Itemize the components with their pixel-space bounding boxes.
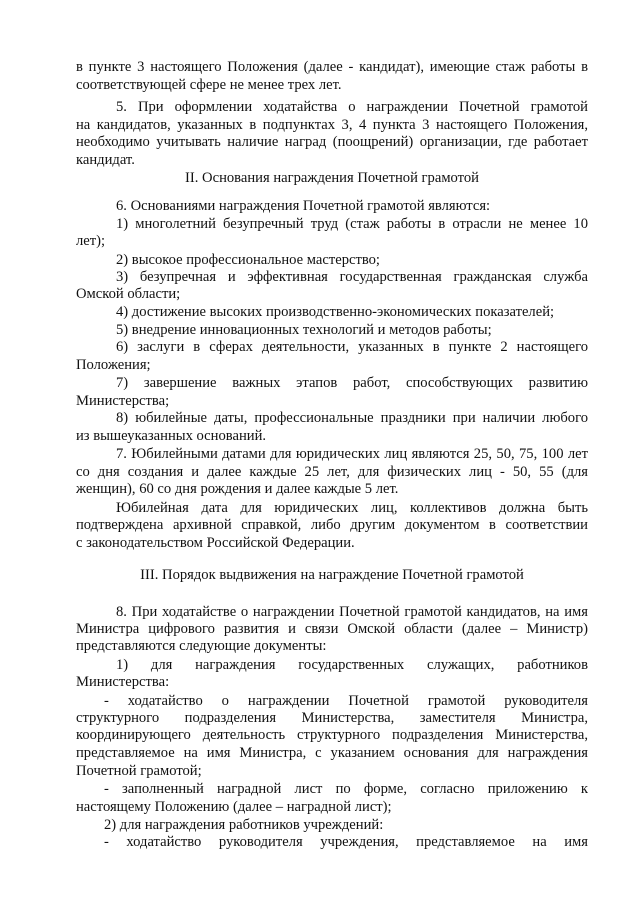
text-line: 8. При ходатайстве о награждении Почетной грамотой кандидатов, на имя <box>116 604 588 620</box>
text-line: Министерства: <box>76 674 170 690</box>
text-line: 1) для награждения государственных служащих, работников <box>116 657 588 673</box>
text-line: 3) безупречная и эффективная государственная гражданская служба <box>116 269 588 285</box>
text-line: 6. Основаниями награждения Почетной грамотой являются: <box>116 198 491 214</box>
text-line: кандидат. <box>76 152 135 168</box>
text-line: - ходатайство руководителя учреждения, представляемое на имя <box>104 834 588 850</box>
text-line: 2) высокое профессиональное мастерство; <box>116 252 380 268</box>
text-line: 6) заслуги в сферах деятельности, указанных в пункте 2 настоящего <box>116 339 588 355</box>
text-line: в пункте 3 настоящего Положения (далее - кандидат), имеющие стаж работы в <box>76 59 588 75</box>
text-line: представляемое на имя Министра, с указанием основания для награждения <box>76 745 588 761</box>
text-line: настоящему Положению (далее – наградной лист); <box>76 799 392 815</box>
text-line: 8) юбилейные даты, профессиональные праздники при наличии любого <box>116 410 588 426</box>
text-line: 5. При оформлении ходатайства о награждении Почетной грамотой <box>116 99 588 115</box>
text-line: подтверждена архивной справкой, либо другим документом в соответствии <box>76 517 588 533</box>
text-line: 7) завершение важных этапов работ, способствующих развитию <box>116 375 588 391</box>
text-line: необходимо учитывать наличие наград (поощрений) организации, где работает <box>76 134 588 150</box>
text-line: Министра цифрового развития и связи Омской области (далее – Министр) <box>76 621 588 637</box>
text-line: 5) внедрение инновационных технологий и методов работы; <box>116 322 492 338</box>
text-line: координирующего деятельность структурного подразделения Министерства, <box>76 727 588 743</box>
text-line: соответствующей сфере не менее трех лет. <box>76 77 342 93</box>
text-line: - ходатайство о награждении Почетной грамотой руководителя <box>104 693 588 709</box>
text-line: на кандидатов, указанных в подпунктах 3, 4 пункта 3 настоящего Положения, <box>76 117 588 133</box>
text-line: 2) для награждения работников учреждений: <box>104 817 384 833</box>
text-line: структурного подразделения Министерства, заместителя Министра, <box>76 710 588 726</box>
text-line: Омской области; <box>76 286 181 302</box>
text-line: Юбилейная дата для юридических лиц, коллективов должна быть <box>116 500 588 516</box>
text-line: представляются следующие документы: <box>76 638 327 654</box>
text-line: - заполненный наградной лист по форме, согласно приложению к <box>104 781 588 797</box>
section-heading: II. Основания награждения Почетной грамотой <box>185 170 479 186</box>
text-line: с законодательством Российской Федерации. <box>76 535 355 551</box>
text-line: лет); <box>76 233 106 249</box>
text-line: со дня создания и далее каждые 25 лет, для физических лиц - 50, 55 (для <box>76 464 588 480</box>
text-line: 1) многолетний безупречный труд (стаж работы в отрасли не менее 10 <box>116 216 588 232</box>
text-line: женщин), 60 со дня рождения и далее каждые 5 лет. <box>76 481 399 497</box>
text-line: 7. Юбилейными датами для юридических лиц являются 25, 50, 75, 100 лет <box>116 446 588 462</box>
text-line: Министерства; <box>76 393 170 409</box>
section-heading: III. Порядок выдвижения на награждение Почетной грамотой <box>140 567 524 583</box>
text-line: из вышеуказанных оснований. <box>76 428 267 444</box>
text-line: 4) достижение высоких производственно-экономических показателей; <box>116 304 555 320</box>
text-line: Положения; <box>76 357 151 373</box>
text-line: Почетной грамотой; <box>76 763 202 779</box>
